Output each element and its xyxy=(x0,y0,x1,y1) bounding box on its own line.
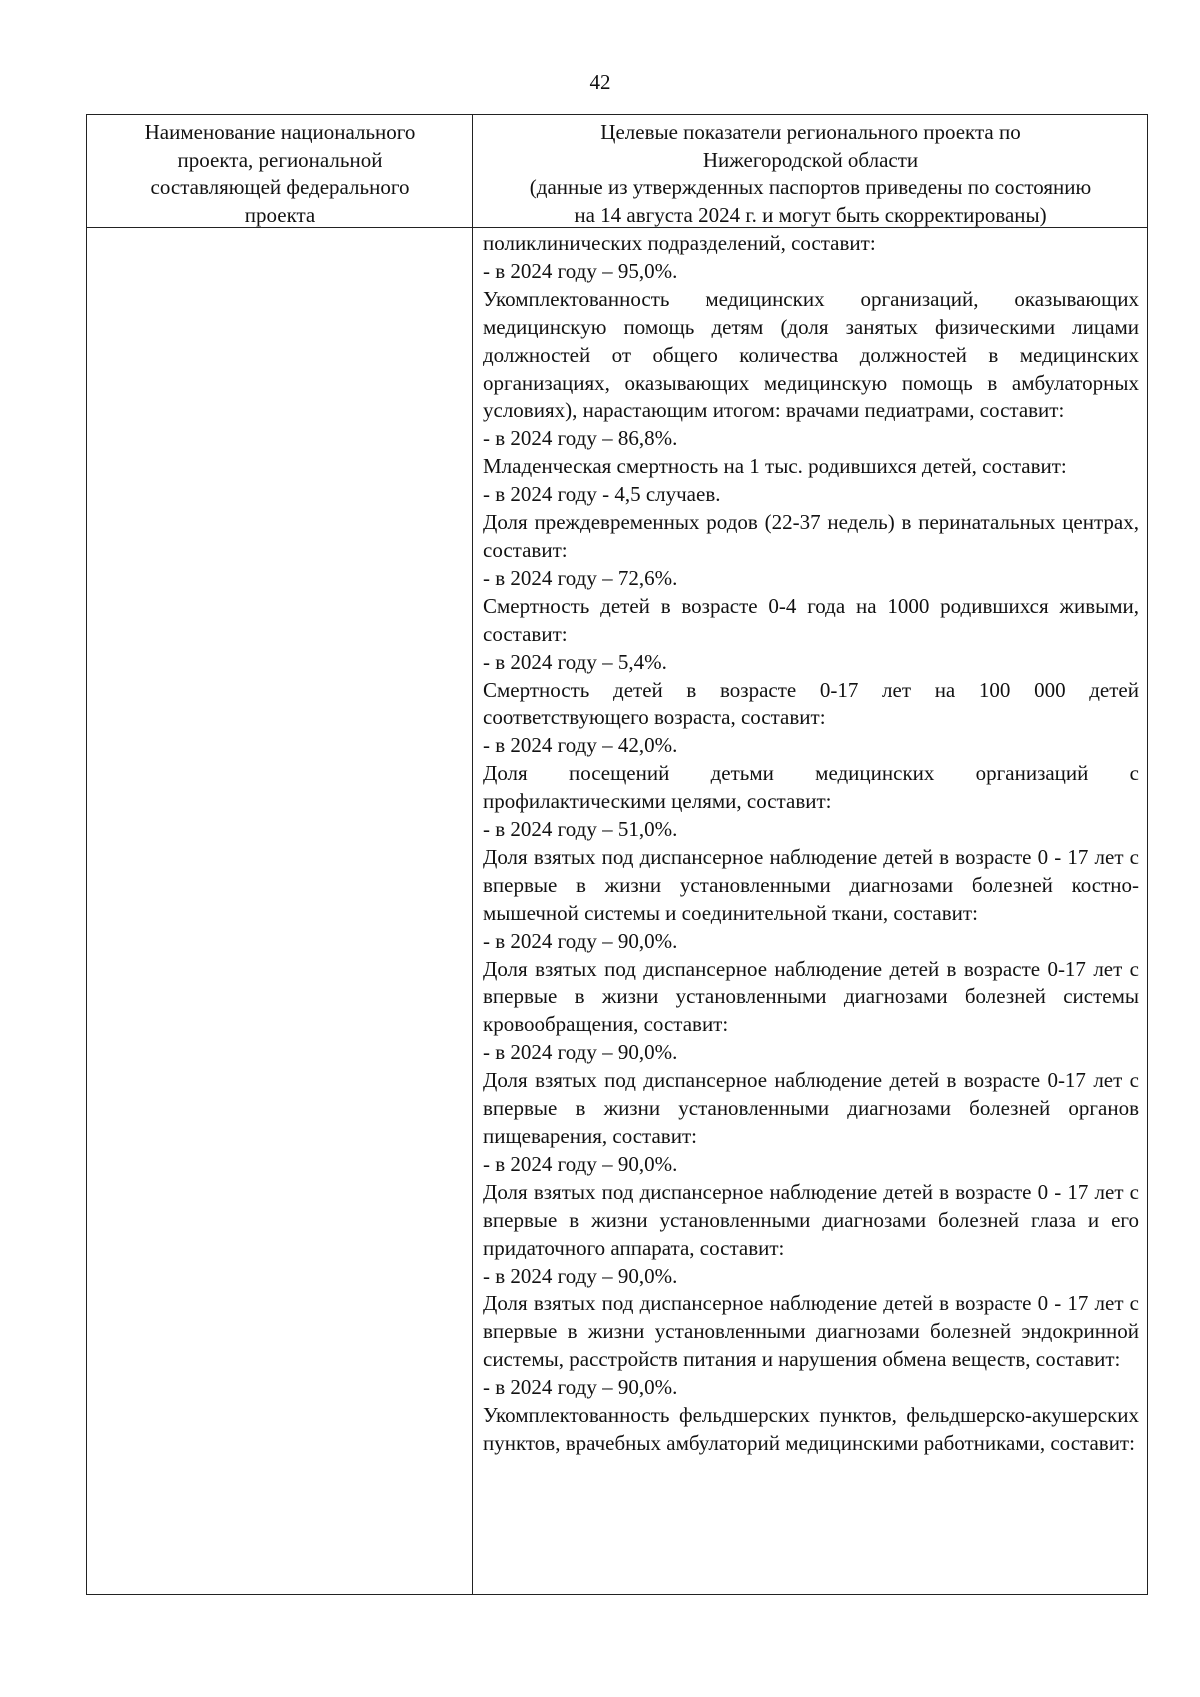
header-left-line: составляющей федерального xyxy=(150,175,410,199)
header-left-line: проекта xyxy=(244,202,316,227)
page-number: 42 xyxy=(589,70,611,94)
header-right-line: Целевые показатели регионального проекта по xyxy=(600,120,1021,144)
indicator-description: Доля взятых под диспансерное наблюдение детей в возрасте 0 - 17 лет с впервые в жизни установленными диагнозами болезней эндокринной системы, расстройств питания и нарушения обмена веществ, составит: xyxy=(483,1291,1139,1372)
indicator-value: - в 2024 году – 72,6%. xyxy=(483,565,678,590)
header-left-line: проекта, региональной xyxy=(177,147,383,172)
indicator-value: - в 2024 году – 90,0%. xyxy=(483,928,678,953)
indicator-value: - в 2024 году – 42,0%. xyxy=(483,733,678,758)
indicator-description: Доля преждевременных родов (22-37 недель) в перинатальных центрах, составит: xyxy=(483,510,1139,562)
column-divider xyxy=(472,115,473,1594)
indicator-value: - в 2024 году – 90,0%. xyxy=(483,1375,678,1400)
indicator-description: Доля посещений детьми медицинских организаций с профилактическими целями, составит: xyxy=(483,761,1139,814)
indicator-description: поликлинических подразделений, составит: xyxy=(483,231,876,255)
header-right-line: Нижегородской области xyxy=(702,147,919,172)
indicator-description: Младенческая смертность на 1 тыс. родившихся детей, составит: xyxy=(483,454,1067,479)
indicator-description: Укомплектованность фельдшерских пунктов, фельдшерско-акушерских пунктов, врачебных амбулаторий медицинскими работниками, составит: xyxy=(483,1403,1139,1455)
header-left-line: Наименование национального xyxy=(144,120,416,144)
indicator-value: - в 2024 году – 90,0%. xyxy=(483,1040,678,1065)
indicator-value: - в 2024 году – 95,0%. xyxy=(483,258,678,283)
indicator-description: Доля взятых под диспансерное наблюдение детей в возрасте 0 - 17 лет с впервые в жизни установленными диагнозами болезней глаза и его придаточного аппарата, составит: xyxy=(483,1179,1139,1260)
indicator-description: Укомплектованность медицинских организаций, оказывающих медицинскую помощь детям (доля занятых физическими лицами должностей от общего количества должностей в медицинских организациях, оказывающих медицинскую помощь в амбулаторных условиях), нарастающим итогом: врачами педиатрами, составит: xyxy=(483,286,1139,423)
indicators-list xyxy=(483,230,1139,1458)
indicator-description: Доля взятых под диспансерное наблюдение детей в возрасте 0-17 лет с впервые в жизни установленными диагнозами болезней системы кровообращения, составит: xyxy=(483,956,1139,1037)
indicators-table xyxy=(86,114,1148,1595)
indicator-description: Доля взятых под диспансерное наблюдение детей в возрасте 0 - 17 лет с впервые в жизни установленными диагнозами болезней костно-мышечной системы и соединительной ткани, составит: xyxy=(483,844,1139,925)
header-target-indicators xyxy=(480,119,1141,229)
indicator-value: - в 2024 году – 90,0%. xyxy=(483,1263,678,1288)
indicator-value: - в 2024 году – 86,8%. xyxy=(483,426,678,451)
indicator-value: - в 2024 году – 51,0%. xyxy=(483,817,678,842)
indicator-description: Смертность детей в возрасте 0-4 года на 1000 родившихся живыми, составит: xyxy=(483,593,1139,646)
indicator-value: - в 2024 году – 5,4%. xyxy=(483,649,667,674)
header-project-name xyxy=(95,119,465,229)
header-right-line: (данные из утвержденных паспортов приведены по состоянию xyxy=(529,175,1092,199)
indicator-value: - в 2024 году - 4,5 случаев. xyxy=(483,482,721,507)
indicator-description: Доля взятых под диспансерное наблюдение детей в возрасте 0-17 лет с впервые в жизни установленными диагнозами болезней органов пищеварения, составит: xyxy=(483,1068,1139,1148)
indicator-value: - в 2024 году – 90,0%. xyxy=(483,1151,678,1176)
header-right-line: на 14 августа 2024 г. и могут быть скорректированы) xyxy=(574,202,1047,227)
indicator-description: Смертность детей в возрасте 0-17 лет на 100 000 детей соответствующего возраста, составит: xyxy=(483,677,1139,730)
